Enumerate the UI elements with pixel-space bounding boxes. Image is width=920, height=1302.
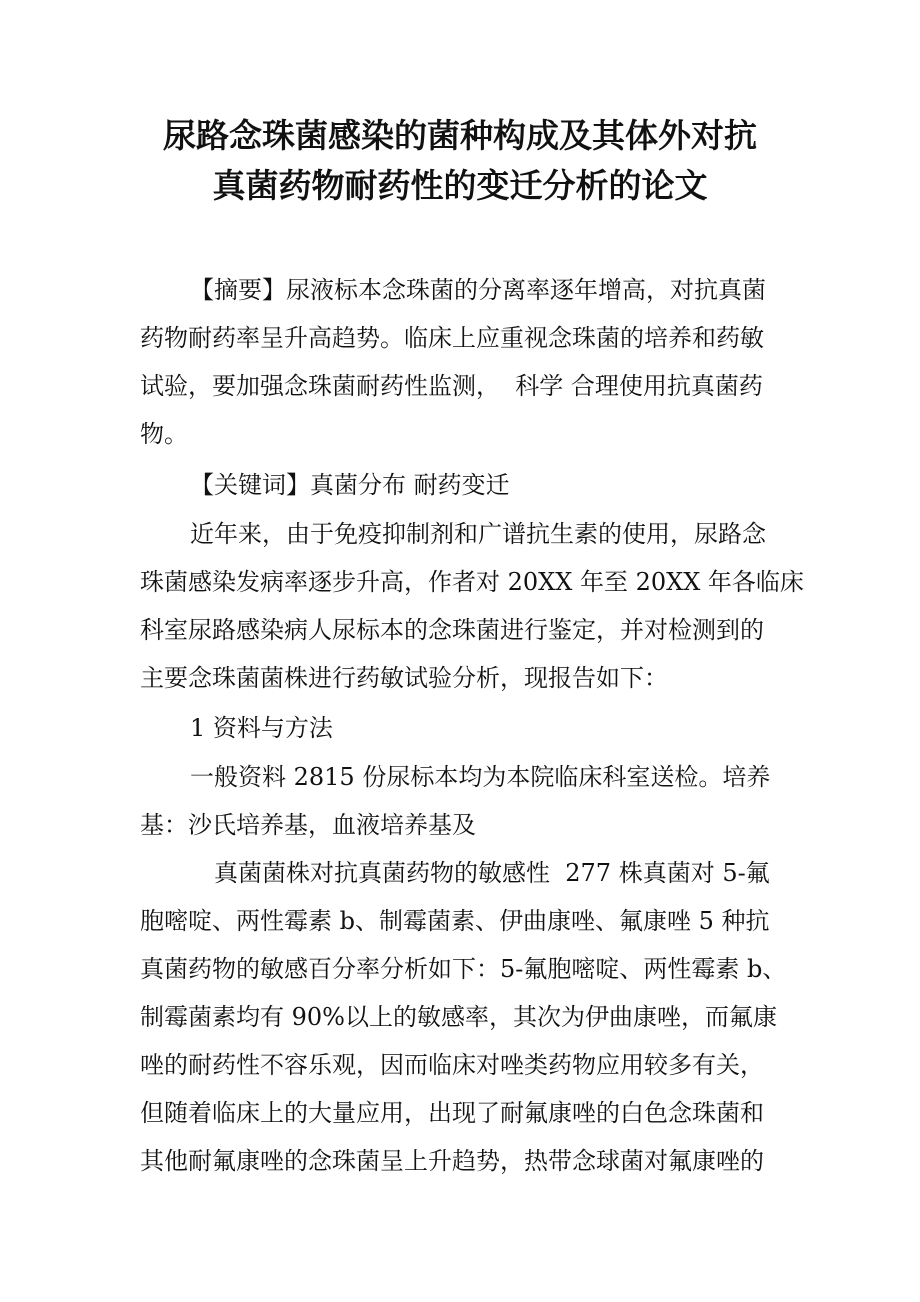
keywords-line: 【关键词】真菌分布 耐药变迁 — [190, 471, 510, 499]
abstract-line-2: 药物耐药率呈升高趋势。临床上应重视念珠菌的培养和药敏 — [140, 324, 764, 352]
sensitivity-line-5: 唑的耐药性不容乐观，因而临床对唑类药物应用较多有关， — [140, 1051, 764, 1079]
materials-line-2: 基：沙氏培养基，血液培养基及 — [140, 811, 476, 839]
intro-line-1: 近年来，由于免疫抑制剂和广谱抗生素的使用，尿路念 — [190, 520, 766, 548]
sensitivity-line-4: 制霉菌素均有 90%以上的敏感率，其次为伊曲康唑，而氟康 — [140, 1003, 777, 1031]
abstract-line-3: 试验，要加强念珠菌耐药性监测， 科学 合理使用抗真菌药 — [140, 372, 763, 400]
sensitivity-line-6: 但随着临床上的大量应用，出现了耐氟康唑的白色念珠菌和 — [140, 1099, 764, 1127]
document-title-line-1: 尿路念珠菌感染的菌种构成及其体外对抗 — [163, 116, 757, 155]
intro-line-4: 主要念珠菌菌株进行药敏试验分析，现报告如下： — [140, 664, 668, 692]
document-title-line-2: 真菌药物耐药性的变迁分析的论文 — [212, 166, 708, 205]
abstract-line-4: 物。 — [140, 420, 188, 448]
materials-line-1: 一般资料 2815 份尿标本均为本院临床科室送检。培养 — [190, 763, 771, 791]
sensitivity-line-7: 其他耐氟康唑的念珠菌呈上升趋势，热带念球菌对氟康唑的 — [140, 1147, 764, 1175]
intro-line-3: 科室尿路感染病人尿标本的念珠菌进行鉴定，并对检测到的 — [140, 616, 764, 644]
section-heading: 1 资料与方法 — [190, 714, 333, 742]
sensitivity-line-1: 真菌菌株对抗真菌药物的敏感性 277 株真菌对 5-氟 — [214, 859, 770, 887]
sensitivity-line-3: 真菌药物的敏感百分率分析如下：5-氟胞嘧啶、两性霉素 b、 — [140, 955, 787, 983]
intro-line-2: 珠菌感染发病率逐步升高，作者对 20XX 年至 20XX 年各临床 — [140, 568, 804, 596]
sensitivity-line-2: 胞嘧啶、两性霉素 b、制霉菌素、伊曲康唑、氟康唑 5 种抗 — [140, 907, 770, 935]
abstract-line-1: 【摘要】尿液标本念珠菌的分离率逐年增高，对抗真菌 — [190, 276, 766, 304]
